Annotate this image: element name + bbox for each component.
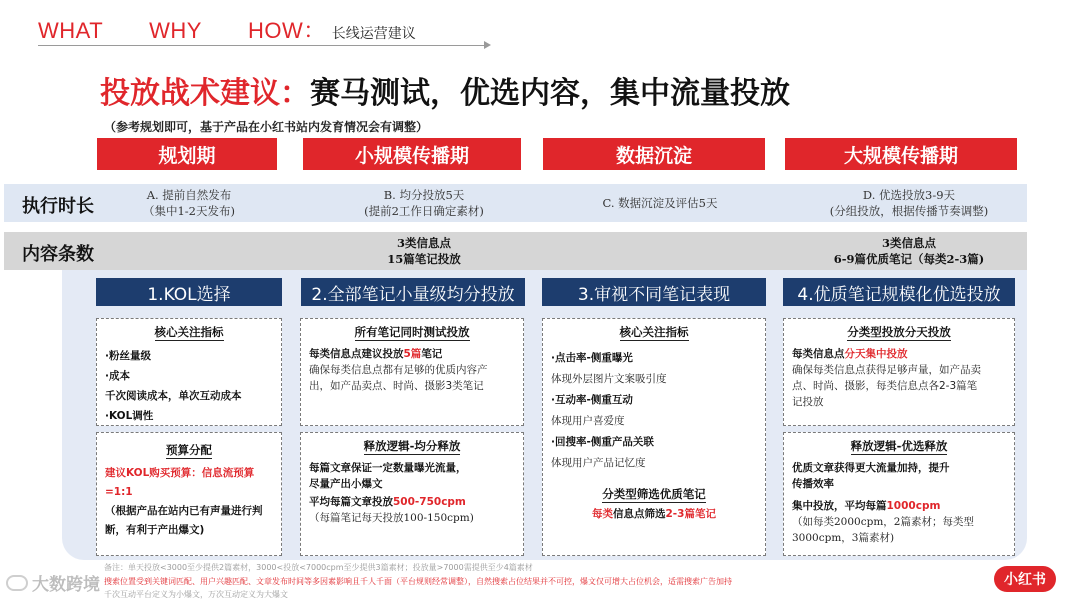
card-line: 确保每类信息点获得足够声量，如产品卖 [792,364,981,376]
card-line: 体现用户喜爱度 [551,415,625,427]
card-line: 点、时尚、摄影，每类信息点各2-3篇笔 [792,380,978,392]
card-head [543,319,765,340]
card-line: 千次阅读成本，单次互动成本 [105,390,242,402]
exec-cell-b-line1: B. 均分投放5天 [383,188,465,202]
nav-subtitle: 长线运营建议 [331,26,416,42]
card-line-part: 每类信息点 [792,348,845,360]
card-line: ·点击率-侧重曝光 [551,352,633,364]
card-line-red: 分天集中投放 [844,348,908,360]
exec-cell-b [324,187,524,219]
page-note: （参考规划即可，基于产品在小红书站内发育情况会有调整） [104,120,429,134]
watermark-logo-icon [6,575,28,591]
card-line-red: 1000cpm [886,500,941,512]
step-scale-best: 4.优质笔记规模化优选投放 [783,278,1015,306]
card-line: 记投放 [792,396,824,408]
card-line-red: 2-3篇笔记 [665,508,716,520]
brand-logo: 小红书 [994,566,1056,592]
content-cell-large [794,235,1024,267]
card-head-text: 核心关注指标 [619,325,689,339]
exec-cell-c-line1: C. 数据沉淀及评估5天 [602,196,718,210]
exec-band [4,184,1027,222]
card-line: ·KOL调性 [105,410,154,422]
watermark [6,570,100,595]
card-head-text: 所有笔记同时测试投放 [354,325,470,339]
card-line-part: 平均每篇文章投放 [309,496,393,508]
card-line-part: 每类信息点建议投放 [309,348,404,360]
exec-cell-a-line2: （集中1-2天发布) [142,204,235,218]
card-line: =1:1 [105,486,133,498]
page-title [100,68,790,112]
card-line-part: 信息点筛选 [613,508,666,520]
card-line-red: 建议KOL购买预算：信息流预算 [105,467,255,479]
top-nav [38,14,416,45]
card-line: （如每类2000cpm，2篇素材；每类型 [792,516,974,528]
content-cell-small-line2: 15篇笔记投放 [387,252,461,266]
title-accent: 投放战术建议： [100,76,310,111]
arrow-right-icon [484,41,491,49]
nav-divider [38,45,486,46]
phase-large-spread: 大规模传播期 [785,138,1017,170]
card-head [301,433,523,454]
step-even-distribution: 2.全部笔记小量级均分投放 [301,278,525,306]
card-line-red: 每类 [592,508,613,520]
card-head-text: 分类型投放分天投放 [847,325,951,339]
phase-small-spread: 小规模传播期 [303,138,521,170]
card-even-release [300,432,524,556]
exec-cell-d-line2: (分组投放，根据传播节奏调整) [829,204,989,218]
phase-data-settle: 数据沉淀 [543,138,765,170]
exec-cell-b-line2: (提前2工作日确定素材) [364,204,484,218]
card-head-text: 核心关注指标 [154,325,224,339]
card-line-red: 500-750cpm [393,496,466,508]
card-line: 每篇文章保证一定数量曝光流量， [309,462,467,474]
card-head-text: 预算分配 [166,443,212,457]
card-line [301,494,523,510]
exec-label: 执行时长 [22,196,94,217]
content-label: 内容条数 [22,244,94,265]
card-line [543,506,765,522]
card-line [97,464,281,483]
exec-cell-d [794,187,1024,219]
card-line [784,498,1014,514]
card-line: 体现用户产品记忆度 [551,457,646,469]
phase-planning: 规划期 [97,138,277,170]
card-line: ·回搜率-侧重产品关联 [551,436,654,448]
footnote-1: 备注：单天投放<3000至少提供2篇素材，3000<投放<7000cpm至少提供3篇素材；投放量>7000需提供至少4篇素材 [104,563,533,572]
card-line-red: 5篇 [403,348,422,360]
card-line [301,346,523,362]
title-rest: 赛马测试，优选内容，集中流量投放 [310,76,790,111]
exec-cell-a [104,187,274,219]
phase-row [97,138,1017,170]
card-budget [96,432,282,556]
card-line: 确保每类信息点都有足够的优质内容产 [309,364,488,376]
card-line: （每篇笔记每天投放100-150cpm) [309,512,474,524]
card-line: 3000cpm，3篇素材) [792,532,895,544]
card-line: 体现外层图片文案吸引度 [551,373,667,385]
content-cell-large-line2: 6-9篇优质笔记（每类2-3篇) [833,252,985,266]
footnote-2: 搜索位置受到关键词匹配、用户兴趣匹配、文章发布时间等多因素影响且千人千面（平台规则经常调整），自然搜索占位结果并不可控，爆文仅可增大占位机会，适需搜索广告加持 [104,577,732,586]
card-best-release [783,432,1015,556]
card-line-part: 集中投放，平均每篇 [792,500,887,512]
card-line [784,346,1014,362]
card-head [784,319,1014,340]
card-all-notes-test [300,318,524,426]
card-review-metrics [542,318,766,556]
nav-item-how: HOW： [247,18,326,43]
footnote-3: 千次互动平台定义为小爆文，万次互动定义为大爆文 [104,590,288,599]
card-head-text: 释放逻辑-均分释放 [363,439,461,453]
nav-item-why: WHY [149,18,202,43]
nav-item-what: WHAT [38,18,104,43]
card-line: 尽量产出小爆文 [309,478,383,490]
exec-cell-c [560,195,760,211]
content-cell-small-line1: 3类信息点 [396,236,451,250]
card-line: ·粉丝量级 [105,350,151,362]
card-type-daily [783,318,1015,426]
card-head-text: 释放逻辑-优选释放 [850,439,948,453]
card-subhead-text: 分类型筛选优质笔记 [602,487,706,501]
card-line: 传播效率 [792,478,834,490]
card-line: 优质文章获得更大流量加持，提升 [792,462,950,474]
step-review-performance: 3.审视不同笔记表现 [542,278,766,306]
card-line: ·互动率-侧重互动 [551,394,633,406]
card-subhead [543,474,765,502]
content-cell-small [324,235,524,267]
exec-cell-d-line1: D. 优选投放3-9天 [862,188,956,202]
exec-cell-a-line1: A. 提前自然发布 [146,188,232,202]
watermark-text: 大数跨境 [32,575,100,595]
card-head [97,319,281,340]
card-line-part: 笔记 [421,348,443,360]
card-head [301,319,523,340]
card-head [784,433,1014,454]
card-line: （根据产品在站内已有声量进行判 [105,505,263,517]
card-head [97,433,281,458]
card-line: 断，有利于产出爆文) [105,524,205,536]
card-line: ·成本 [105,370,130,382]
content-cell-large-line1: 3类信息点 [881,236,936,250]
content-band [4,232,1027,270]
card-line: 出，如产品卖点、时尚、摄影3类笔记 [309,380,484,392]
card-kol-metrics [96,318,282,426]
step-kol-select: 1.KOL选择 [96,278,282,306]
